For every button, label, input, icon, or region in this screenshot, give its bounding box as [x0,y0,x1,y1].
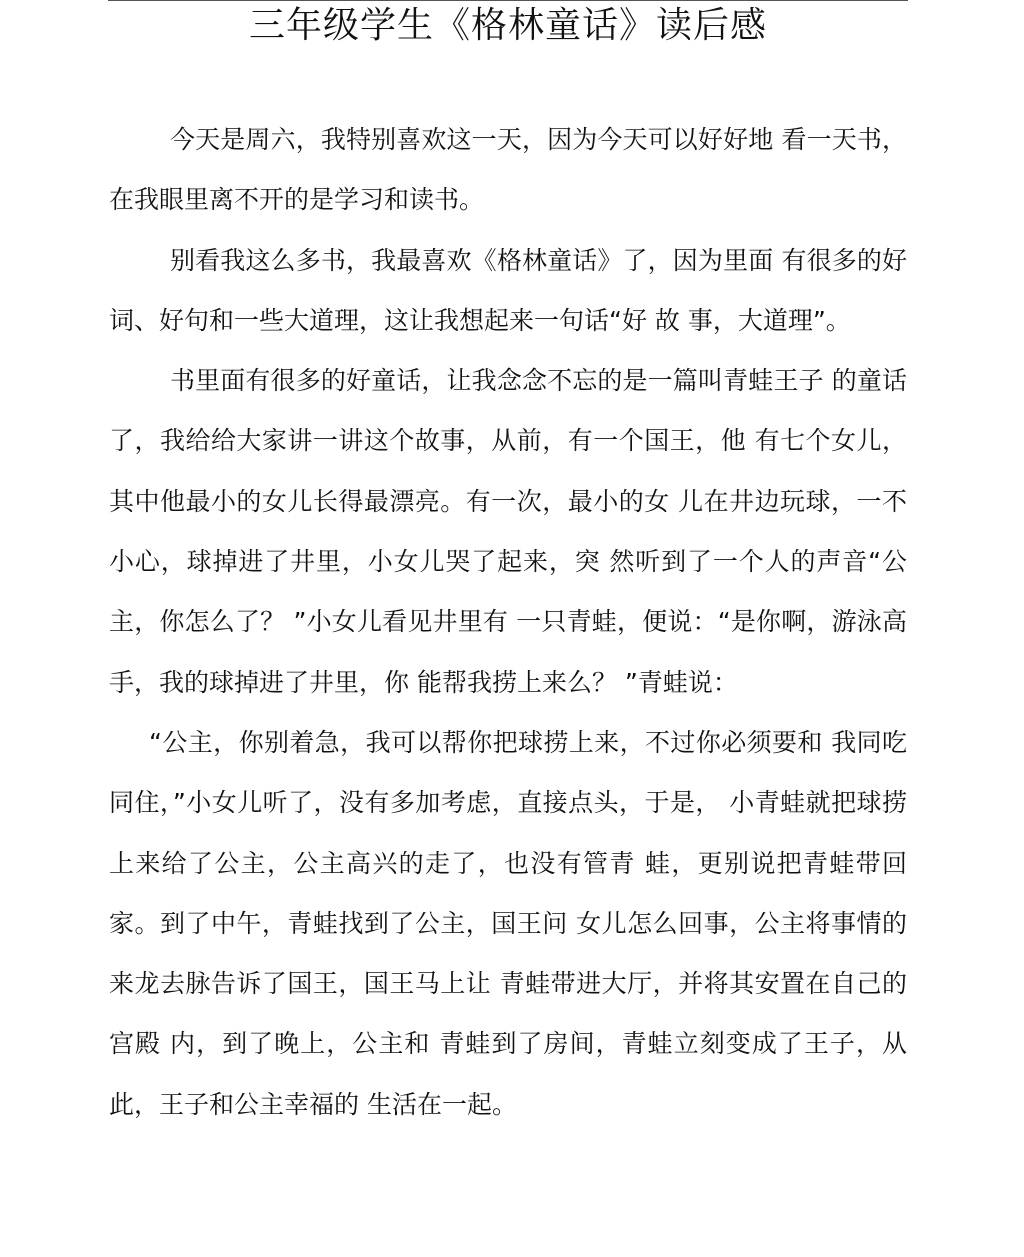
paragraph-1: 今天是周六，我特别喜欢这一天，因为今天可以好好地 看一天书，在我眼里离不开的是学习和读书。 [109,125,907,215]
paragraph-2: 别看我这么多书，我最喜欢《格林童话》了，因为里面 有很多的好词、好句和一些大道理，这让我想起来一句话“好 故 事，大道理”。 [109,245,907,335]
document-title: 三年级学生《格林童话》读后感 [248,5,767,46]
paragraph-4: “公主，你别着急，我可以帮你把球捞上来，不过你必须要和 我同吃同住，”小女儿听了，没有多加考虑，直接点头，于是， 小青蛙就把球捞上来给了公主，公主高兴的走了，也没有管青 蛙，更别说把青蛙带回家。到了中午，青蛙找到了公主，国王问 女儿怎么回事，公主将事情的来龙去脉告诉了国王，国王马上让 青蛙带进大厅，并将其安置在自己的宫殿 内，到了晚上，公主和 青蛙到了房间，青蛙立刻变成了王子，从此，王子和公主幸福的 生活在一起。 [109,727,907,1119]
document-body [109,110,907,1135]
paragraph-3: 书里面有很多的好童话，让我念念不忘的是一篇叫青蛙王子 的童话了，我给给大家讲一讲这个故事，从前，有一个国王，他 有七个女儿，其中他最小的女儿长得最漂亮。有一次，最小的女 儿在井边玩球，一不小心，球掉进了井里，小女儿哭了起来，突 然听到了一个人的声音“公主，你怎么了？ ”小女儿看见井里有 一只青蛙，便说：“是你啊，游泳高手，我的球掉进了井里，你 能帮我捞上来么？ ”青蛙说： [109,366,907,697]
top-rule [108,0,908,1]
